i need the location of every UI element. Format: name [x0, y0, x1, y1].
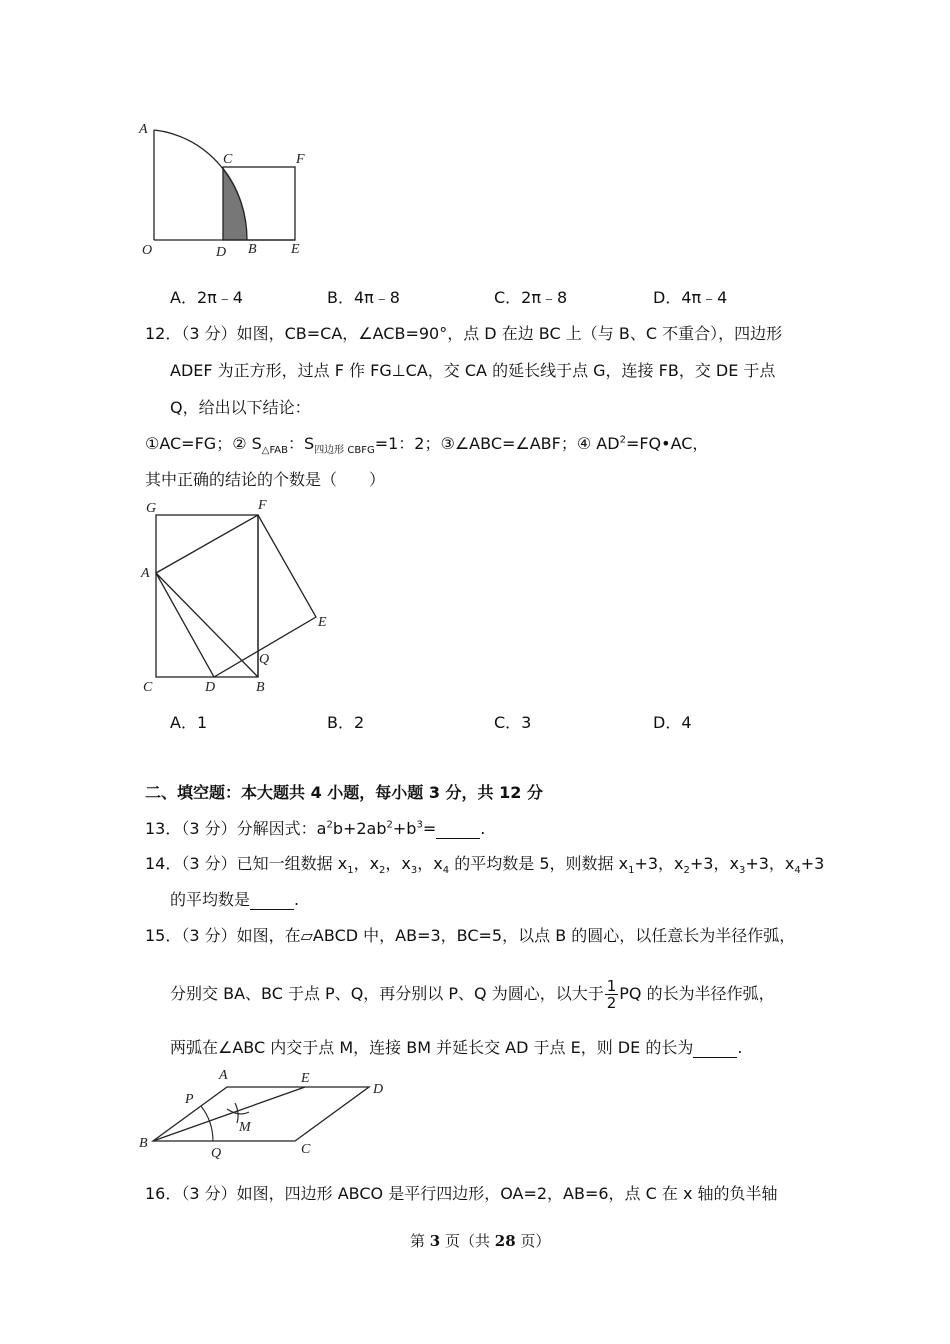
q12-c1-tail: =FQ•AC， — [625, 434, 709, 453]
q14-sub4: 4 — [442, 865, 450, 877]
footer-total-pages: 28 — [494, 1232, 516, 1250]
label-F: F — [296, 152, 305, 167]
q12-option-d: D．4 — [653, 713, 692, 732]
q11-option-c: C．2π﹣8 — [494, 288, 568, 307]
label-C: C — [223, 152, 233, 167]
q16-line-1: 16．（3 分）如图，四边形 ABCO 是平行四边形，OA=2，AB=6，点 C 在 x 轴的负半轴 — [145, 1184, 778, 1203]
label-E: E — [291, 242, 300, 257]
q12-line-3: Q，给出以下结论： — [170, 398, 311, 417]
label-Q: Q — [211, 1146, 222, 1161]
rect-cbfg — [156, 515, 258, 677]
q12-line-5: 其中正确的结论的个数是（ ） — [145, 470, 386, 489]
label-E: E — [318, 615, 327, 630]
q12-line-2: ADEF 为正方形，过点 F 作 FG⊥CA，交 CA 的延长线于点 G，连接 FB，交 DE 于点 — [170, 361, 776, 380]
q15-fraction-half — [605, 978, 619, 1011]
q12-c1-sup: 2 — [619, 434, 626, 446]
q14-t6: +3，x — [689, 854, 739, 873]
footer-suffix: 页） — [515, 1232, 551, 1250]
label-E: E — [301, 1071, 310, 1086]
q15-line2-a: 分别交 BA、BC 于点 P、Q，再分别以 P、Q 为圆心，以大于 — [170, 984, 604, 1003]
q12-c1: ①AC=FG；② S — [145, 434, 262, 453]
q15-frac-den: 2 — [606, 994, 617, 1012]
q14-sub3: 3 — [410, 865, 418, 877]
q14-sub6: 2 — [683, 865, 690, 877]
q15-line-2 — [170, 978, 775, 1011]
label-A: A — [139, 122, 148, 137]
q13-sup1: 2 — [326, 819, 333, 831]
q14-t8: +3 — [800, 854, 825, 873]
label-A: A — [141, 566, 150, 581]
label-B: B — [248, 242, 257, 257]
label-D: D — [373, 1082, 384, 1097]
q11-option-d: D．4π﹣4 — [653, 288, 728, 307]
label-G: G — [146, 501, 157, 516]
q15-end: . — [737, 1038, 743, 1057]
label-Q: Q — [259, 652, 270, 667]
q11-option-b: B．4π﹣8 — [327, 288, 400, 307]
label-D: D — [205, 680, 216, 695]
q15-answer-blank — [693, 1038, 737, 1058]
q12-conclusions — [145, 431, 708, 456]
figure-square-triangle — [140, 495, 340, 695]
shaded-region — [223, 167, 247, 240]
q14-t1: ，x — [353, 854, 380, 873]
q12-line-1: 12．（3 分）如图，CB=CA，∠ACB=90°，点 D 在边 BC 上（与 B、C 不重合），四边形 — [145, 324, 783, 343]
q14-line2-text: 的平均数是 — [170, 890, 251, 909]
q13-prefix: 13．（3 分）分解因式：a — [145, 819, 327, 838]
q14-t5: +3，x — [634, 854, 684, 873]
q13-sup3: 3 — [416, 819, 423, 831]
label-C: C — [301, 1142, 311, 1157]
line-ab — [156, 573, 258, 677]
label-F: F — [258, 498, 267, 513]
q14-t2: ，x — [385, 854, 411, 873]
q15-line-3 — [170, 1035, 742, 1058]
label-B: B — [256, 680, 265, 695]
q13-answer-blank — [436, 819, 480, 839]
figure-parallelogram — [135, 1065, 395, 1165]
label-P: P — [185, 1092, 194, 1107]
q12-c1-end: =1：2；③∠ABC=∠ABF；④ AD — [374, 434, 620, 453]
q14-sub2: 2 — [379, 865, 386, 877]
page-footer — [410, 1230, 550, 1251]
q12-c1-sub2: 四边形 CBFG — [314, 445, 375, 457]
q15-frac-num: 1 — [606, 977, 617, 995]
footer-prefix: 第 — [410, 1232, 430, 1250]
q14-sub1: 1 — [347, 865, 354, 877]
q12-option-b: B．2 — [327, 713, 365, 732]
square-adef — [156, 515, 316, 677]
q15-line2-b: PQ 的长为半径作弧， — [619, 984, 775, 1003]
line-be — [153, 1087, 305, 1141]
q11-option-a: A．2π﹣4 — [170, 288, 243, 307]
q14-t3: ，x — [417, 854, 443, 873]
q13 — [145, 816, 485, 839]
q14-line-1 — [145, 851, 824, 876]
q14-end: . — [294, 890, 300, 909]
q12-c1-sub1: △FAB — [261, 445, 289, 457]
q14-sub8: 4 — [794, 865, 801, 877]
q12-option-c: C．3 — [494, 713, 532, 732]
q14-answer-blank — [250, 890, 294, 910]
label-O: O — [142, 243, 153, 258]
label-M: M — [239, 1120, 251, 1135]
q14-prefix: 14．（3 分）已知一组数据 x — [145, 854, 348, 873]
q14-t7: +3，x — [745, 854, 795, 873]
q12-option-a: A．1 — [170, 713, 208, 732]
figure-quarter-circle — [135, 118, 335, 258]
q13-mid1: b+2ab — [332, 819, 387, 838]
label-C: C — [143, 680, 153, 695]
q15-line3-text: 两弧在∠ABC 内交于点 M，连接 BM 并延长交 AD 于点 E，则 DE 的长为 — [170, 1038, 694, 1057]
q14-t4: 的平均数是 5，则数据 x — [449, 854, 629, 873]
footer-page-number: 3 — [429, 1232, 441, 1250]
label-B: B — [139, 1136, 148, 1151]
footer-mid: 页（共 — [440, 1232, 495, 1250]
q13-eq: = — [422, 819, 437, 838]
q13-sup2: 2 — [386, 819, 393, 831]
label-A: A — [219, 1068, 228, 1083]
q12-c1-mid: ：S — [288, 434, 315, 453]
section-2-title: 二、填空题：本大题共 4 小题，每小题 3 分，共 12 分 — [145, 783, 543, 802]
q14-sub7: 3 — [738, 865, 746, 877]
q15-line-1: 15．（3 分）如图，在▱ABCD 中，AB=3，BC=5，以点 B 的圆心，以任意长为半径作弧， — [145, 926, 796, 945]
q14-line-2 — [170, 887, 299, 910]
q13-end: . — [480, 819, 486, 838]
label-D: D — [216, 245, 227, 260]
q14-sub5: 1 — [628, 865, 635, 877]
q13-mid2: +b — [392, 819, 417, 838]
